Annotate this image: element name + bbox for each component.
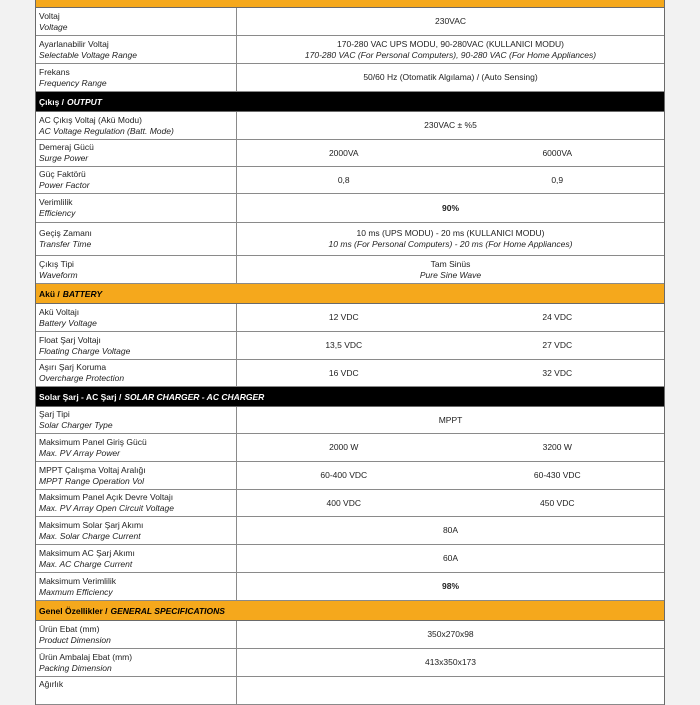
spec-row-weight: [36, 677, 664, 705]
spec-row-pv-power: [36, 434, 664, 462]
spec-label: Maksimum Solar Şarj Akımı Max. Solar Charge Current: [36, 517, 237, 544]
spec-value: 170-280 VAC UPS MODU, 90-280VAC (KULLANICI MODU) 170-280 VAC (For Personal Computers), 90-280 VAC (For Home Appliances): [304, 38, 597, 60]
spec-row-mppt-range: [36, 462, 664, 490]
spec-value: 230VAC: [434, 16, 467, 26]
spec-value-model-1: 0,8: [337, 174, 350, 185]
spec-row-float-voltage: [36, 332, 664, 360]
spec-label: Maksimum Panel Açık Devre Voltajı Max. PV Array Open Circuit Voltage: [36, 490, 237, 516]
spec-label: Çıkış Tipi Waveform: [36, 256, 237, 283]
spec-value-model-2: 60-430 VDC: [533, 470, 581, 480]
spec-value: 90%: [441, 202, 459, 213]
spec-row-battery-voltage: [36, 304, 664, 332]
spec-row-solar-current: [36, 517, 664, 545]
spec-label: MPPT Çalışma Voltaj Aralığı MPPT Range Operation Vol: [36, 462, 237, 489]
spec-label: Maksimum Panel Giriş Gücü Max. PV Array Power: [36, 434, 237, 461]
spec-sheet: [35, 0, 665, 705]
spec-label: Demeraj Gücü Surge Power: [36, 140, 237, 166]
spec-row-frequency: [36, 64, 664, 92]
spec-value-model-2: 450 VDC: [540, 497, 575, 508]
spec-row-ac-current: [36, 545, 664, 573]
spec-value-model-1: 400 VDC: [326, 497, 361, 508]
spec-label: Frekans Frequency Range: [36, 64, 237, 91]
spec-value: 413x350x173: [424, 657, 477, 667]
spec-value-model-2: 24 VDC: [542, 312, 573, 322]
spec-value: 10 ms (UPS MODU) - 20 ms (KULLANICI MODU) 10 ms (For Personal Computers) - 20 ms (For Home Appliances): [328, 228, 573, 249]
spec-value: Tam Sinüs Pure Sine Wave: [419, 258, 482, 280]
spec-value-model-2: 27 VDC: [542, 340, 573, 350]
spec-row-product-dimension: [36, 621, 664, 649]
spec-value-model-1: 13,5 VDC: [325, 340, 363, 350]
spec-label: Aşırı Şarj Koruma Overcharge Protection: [36, 360, 237, 386]
spec-row-selectable-voltage: [36, 36, 664, 64]
spec-value: 230VAC ± %5: [424, 120, 477, 130]
battery-section-header: Akü / BATTERY: [36, 284, 664, 304]
general-section-header: Genel Özellikler / GENERAL SPECIFICATIONS: [36, 601, 664, 621]
spec-label: Float Şarj Voltajı Floating Charge Voltage: [36, 332, 237, 359]
input-section-header: [36, 0, 664, 8]
spec-value-model-1: 16 VDC: [328, 367, 359, 378]
spec-row-waveform: [36, 256, 664, 284]
spec-label: Ağırlık: [36, 677, 237, 704]
spec-value: 80A: [442, 525, 459, 535]
spec-label: Voltaj Voltage: [36, 8, 237, 35]
spec-row-efficiency: [36, 194, 664, 223]
spec-label: Ürün Ambalaj Ebat (mm) Packing Dimension: [36, 649, 237, 676]
spec-label: Maksimum Verimlilik Maxmum Efficiency: [36, 573, 237, 600]
spec-value-model-1: 12 VDC: [328, 312, 359, 322]
spec-label: Akü Voltajı Battery Voltage: [36, 304, 237, 331]
spec-value: 60A: [442, 553, 459, 563]
spec-value: 98%: [441, 581, 459, 591]
spec-value-model-2: 3200 W: [542, 442, 572, 452]
spec-value-model-1: 2000 W: [329, 442, 359, 452]
spec-value-model-2: 32 VDC: [542, 367, 573, 378]
spec-label: Maksimum AC Şarj Akımı Max. AC Charge Current: [36, 545, 237, 572]
spec-row-overcharge: [36, 360, 664, 387]
spec-label: AC Çıkış Voltaj (Akü Modu) AC Voltage Regulation (Batt. Mode): [36, 112, 237, 139]
spec-row-max-efficiency: [36, 573, 664, 601]
spec-value: 50/60 Hz (Otomatik Algılama) / (Auto Sensing): [363, 72, 538, 82]
spec-label: Şarj Tipi Solar Charger Type: [36, 407, 237, 433]
spec-value-model-2: 6000VA: [542, 147, 573, 158]
charger-section-header: Solar Şarj - AC Şarj / SOLAR CHARGER - AC CHARGER: [36, 387, 664, 407]
spec-row-packing-dimension: [36, 649, 664, 677]
spec-label: Ürün Ebat (mm) Product Dimension: [36, 621, 237, 648]
spec-value-model-2: 0,9: [551, 174, 564, 185]
spec-row-power-factor: [36, 167, 664, 194]
spec-row-voltage: [36, 8, 664, 36]
spec-label: Güç Faktörü Power Factor: [36, 167, 237, 193]
spec-row-surge-power: [36, 140, 664, 167]
spec-value: MPPT: [438, 414, 463, 425]
spec-value-model-1: 2000VA: [328, 147, 359, 158]
spec-row-charger-type: [36, 407, 664, 434]
spec-row-ac-voltage: [36, 112, 664, 140]
spec-value-model-1: 60-400 VDC: [320, 470, 368, 480]
output-section-header: Çıkış / OUTPUT: [36, 92, 664, 112]
spec-value: 350x270x98: [427, 629, 474, 639]
spec-label: Ayarlanabilir Voltaj Selectable Voltage Range: [36, 36, 237, 63]
spec-label: Geçiş Zamanı Transfer Time: [36, 223, 237, 255]
spec-row-open-circuit: [36, 490, 664, 517]
spec-row-transfer-time: [36, 223, 664, 256]
spec-label: Verimlilik Efficiency: [36, 194, 237, 222]
